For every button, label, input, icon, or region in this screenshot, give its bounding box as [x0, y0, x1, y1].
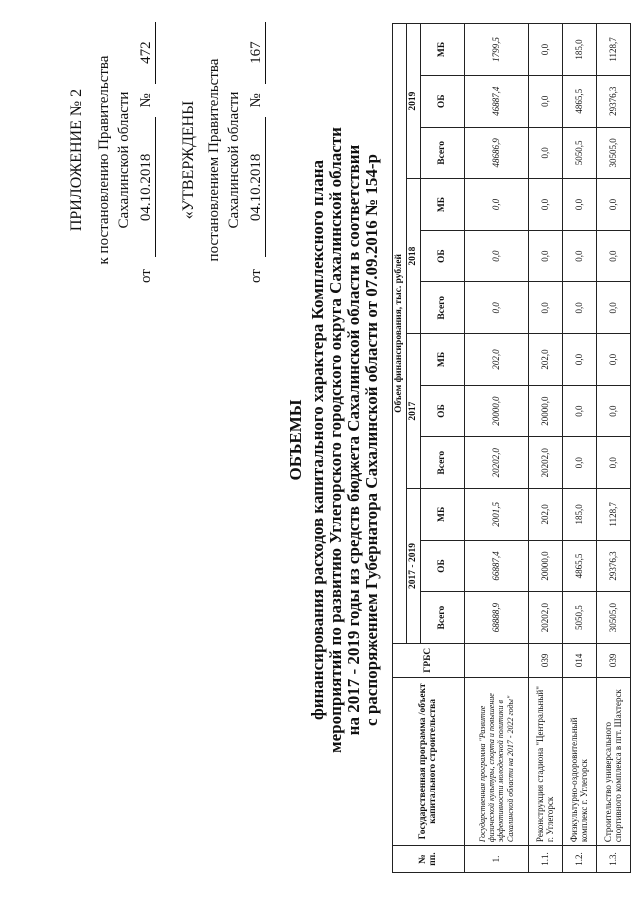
cell-value: 0,0 — [596, 230, 630, 282]
appendix-number: 472 — [138, 22, 156, 84]
approved-title: «УТВЕРЖДЕНЫ — [180, 100, 197, 220]
financing-table — [392, 23, 631, 873]
cell-value: 20000,0 — [464, 385, 528, 437]
cell-value: 5050,5 — [562, 127, 596, 179]
cell-value: 0,0 — [562, 230, 596, 282]
cell-value: 68888,9 — [464, 592, 528, 644]
cell-value: 46887,4 — [464, 75, 528, 127]
subheader-ob: ОБ — [420, 75, 464, 127]
subheader-mb: МБ — [420, 334, 464, 386]
table-row — [596, 24, 630, 873]
cell-value: 0,0 — [562, 282, 596, 334]
row-name: Физкультурно-оздоровительный комплекс г. Углегорск — [562, 677, 596, 845]
approved-region: Сахалинской области — [226, 91, 242, 229]
cell-value: 5050,5 — [562, 592, 596, 644]
row-grbs — [464, 643, 528, 677]
approved-number: 167 — [248, 22, 266, 84]
cell-value: 0,0 — [596, 334, 630, 386]
approved-date-line — [248, 22, 266, 283]
cell-value: 20202,0 — [528, 437, 562, 489]
heading-line-4: на 2017 - 2019 годы из средств бюджета Сахалинской области в соответствии — [344, 144, 363, 736]
subheader-ob: ОБ — [420, 385, 464, 437]
row-name: Строительство универсального спортивного комплекса в пгт. Шахтерск — [596, 677, 630, 845]
subheader-total: Всего — [420, 282, 464, 334]
heading-line-5: с распоряжением Губернатора Сахалинской области от 07.09.2016 № 154-р — [362, 154, 381, 726]
appendix-title: ПРИЛОЖЕНИЕ № 2 — [68, 88, 85, 232]
row-name: Государственная программа "Развитие физической культуры, спорта и повышение эффективности молодежной политики в Сахалинской области на 2017 - 2022 годы" — [464, 677, 528, 845]
cell-value: 185,0 — [562, 24, 596, 76]
approved-number-label: № — [248, 93, 264, 108]
cell-value: 1128,7 — [596, 24, 630, 76]
cell-value: 1128,7 — [596, 489, 630, 541]
cell-value: 66887,4 — [464, 540, 528, 592]
header-program: Государственная программа /объект капитального строительства — [393, 677, 465, 845]
cell-value: 0,0 — [528, 75, 562, 127]
row-num: 1.3. — [596, 846, 630, 873]
cell-value: 20202,0 — [464, 437, 528, 489]
row-name: Реконструкция стадиона "Центральный" г. Углегорск — [528, 677, 562, 845]
cell-value: 1799,5 — [464, 24, 528, 76]
approved-from-label: от — [248, 269, 264, 283]
cell-value: 0,0 — [464, 282, 528, 334]
heading-line-3: мероприятий по развитию Углегорского городского округа Сахалинской области — [326, 127, 345, 753]
cell-value: 0,0 — [528, 282, 562, 334]
row-grbs: 039 — [528, 643, 562, 677]
subheader-ob: ОБ — [420, 540, 464, 592]
cell-value: 0,0 — [562, 334, 596, 386]
approved-date: 04.10.2018 — [248, 117, 266, 257]
approved-by-decree: постановлением Правительства — [206, 58, 222, 262]
cell-value: 0,0 — [596, 385, 630, 437]
cell-value: 0,0 — [562, 179, 596, 231]
appendix-date: 04.10.2018 — [138, 117, 156, 257]
cell-value: 0,0 — [464, 230, 528, 282]
subheader-total: Всего — [420, 437, 464, 489]
cell-value: 20202,0 — [528, 592, 562, 644]
row-num: 1. — [464, 846, 528, 873]
subheader-mb: МБ — [420, 24, 464, 76]
cell-value: 4865,5 — [562, 540, 596, 592]
appendix-date-line — [138, 22, 156, 283]
header-volume: Объем финансирования, тыс. рублей — [393, 24, 407, 644]
cell-value: 202,0 — [464, 334, 528, 386]
cell-value: 0,0 — [596, 437, 630, 489]
subheader-mb: МБ — [420, 179, 464, 231]
appendix-from-label: от — [138, 269, 154, 283]
cell-value: 30505,0 — [596, 127, 630, 179]
cell-value: 20000,0 — [528, 540, 562, 592]
cell-value: 0,0 — [596, 179, 630, 231]
cell-value: 202,0 — [528, 334, 562, 386]
row-grbs: 014 — [562, 643, 596, 677]
cell-value: 0,0 — [596, 282, 630, 334]
appendix-region: Сахалинской области — [116, 91, 132, 229]
heading-line-2: финансирования расходов капитального характера Комплексного плана — [308, 159, 327, 721]
row-grbs: 039 — [596, 643, 630, 677]
cell-value: 0,0 — [562, 437, 596, 489]
row-num: 1.1. — [528, 846, 562, 873]
cell-value: 0,0 — [464, 179, 528, 231]
header-period-2017: 2017 — [406, 334, 420, 489]
subheader-ob: ОБ — [420, 230, 464, 282]
cell-value: 48686,9 — [464, 127, 528, 179]
table-header-row-1 — [393, 24, 407, 873]
subheader-total: Всего — [420, 592, 464, 644]
cell-value: 0,0 — [528, 127, 562, 179]
cell-value: 29376,3 — [596, 75, 630, 127]
cell-value: 20000,0 — [528, 385, 562, 437]
subheader-total: Всего — [420, 127, 464, 179]
cell-value: 29376,3 — [596, 540, 630, 592]
cell-value: 2001,5 — [464, 489, 528, 541]
cell-value: 0,0 — [562, 385, 596, 437]
table-row — [528, 24, 562, 873]
table-row — [562, 24, 596, 873]
appendix-to-decree: к постановлению Правительства — [96, 55, 112, 265]
table-row — [464, 24, 528, 873]
cell-value: 4865,5 — [562, 75, 596, 127]
header-grbs: ГРБС — [393, 643, 465, 677]
cell-value: 185,0 — [562, 489, 596, 541]
cell-value: 0,0 — [528, 230, 562, 282]
heading-title: ОБЪЕМЫ — [286, 399, 305, 481]
cell-value: 0,0 — [528, 24, 562, 76]
header-num: № пп. — [393, 846, 465, 873]
header-period-total: 2017 - 2019 — [406, 489, 420, 644]
header-period-2018: 2018 — [406, 179, 420, 334]
header-period-2019: 2019 — [406, 24, 420, 179]
subheader-mb: МБ — [420, 489, 464, 541]
cell-value: 30505,0 — [596, 592, 630, 644]
appendix-number-label: № — [138, 93, 154, 108]
cell-value: 202,0 — [528, 489, 562, 541]
row-num: 1.2. — [562, 846, 596, 873]
cell-value: 0,0 — [528, 179, 562, 231]
